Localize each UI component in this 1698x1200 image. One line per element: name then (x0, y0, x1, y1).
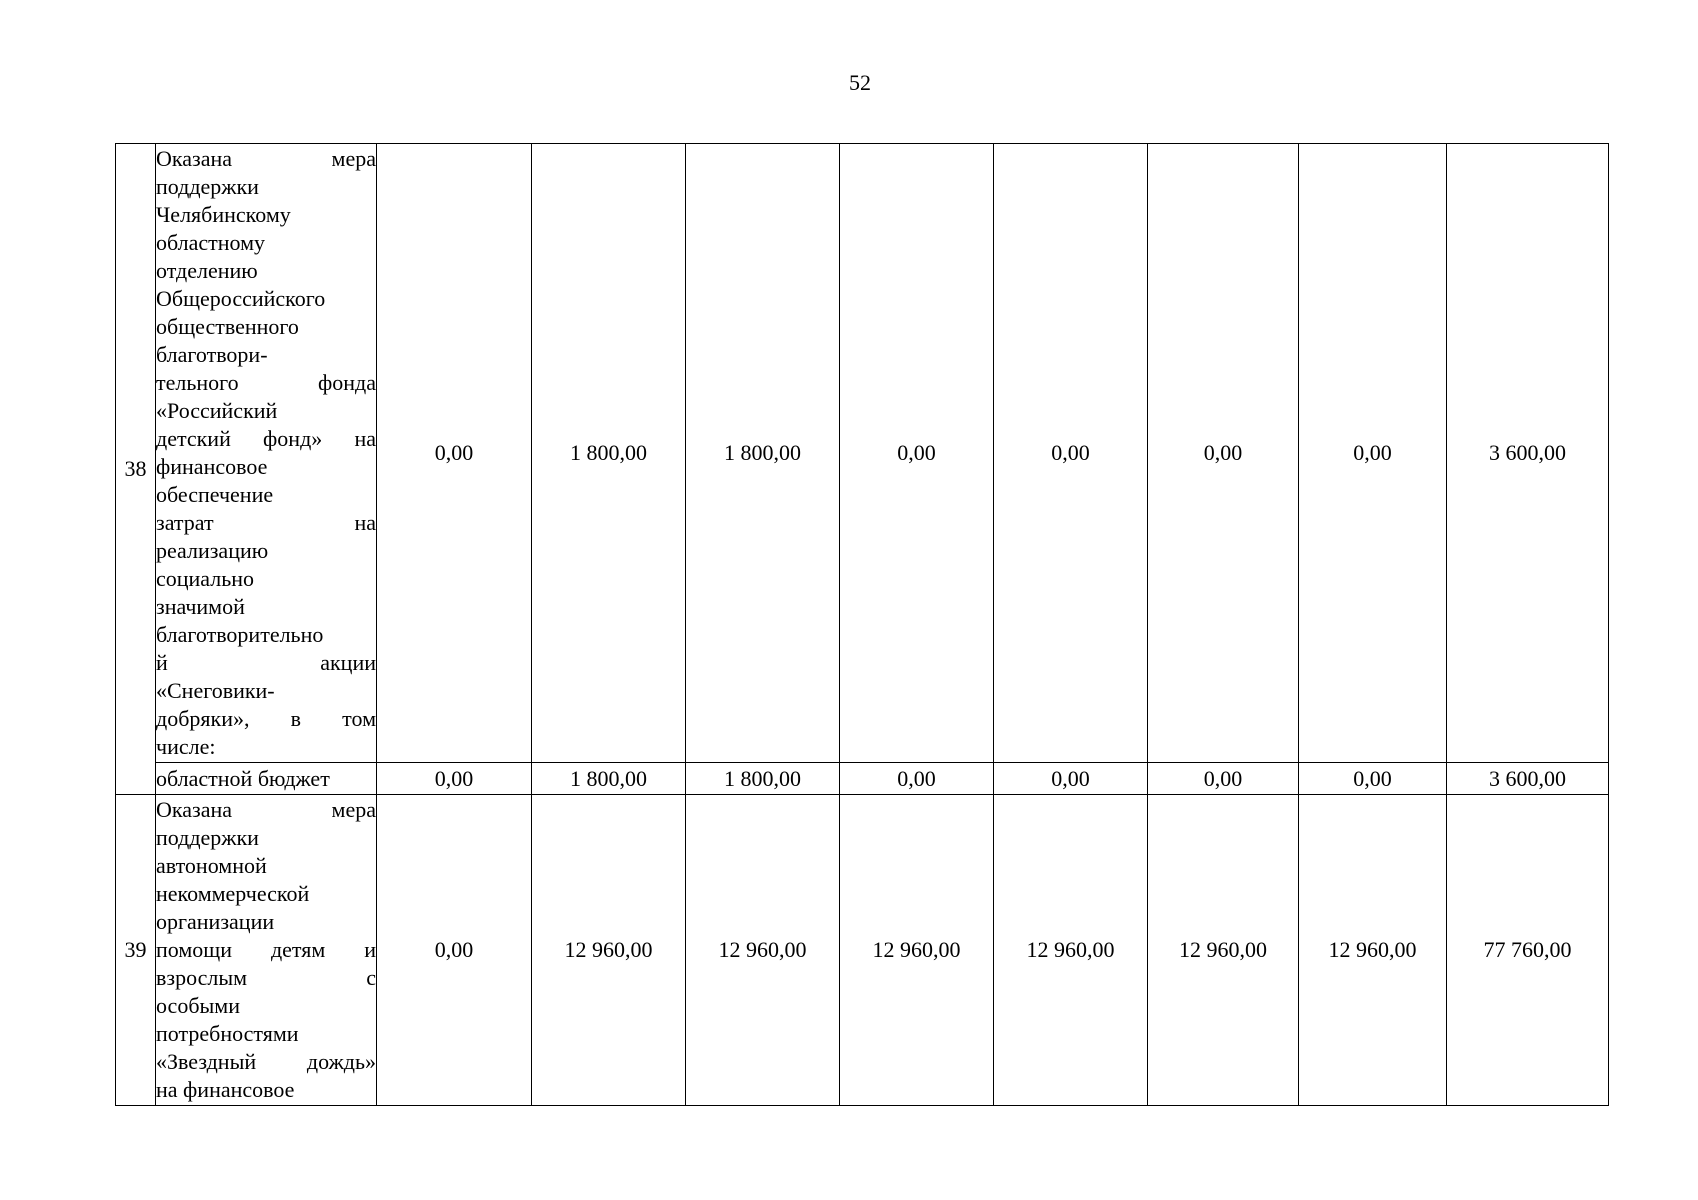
value-cell: 0,00 (377, 795, 532, 1106)
description-line: организации (156, 909, 275, 934)
value-cell: 1 800,00 (686, 763, 840, 795)
description-line: реализацию (156, 538, 269, 563)
value-cell: 0,00 (1148, 144, 1299, 763)
row-number: 38 (116, 144, 156, 795)
description-line: Общероссийского (156, 286, 326, 311)
value-cell: 12 960,00 (686, 795, 840, 1106)
description-line: социально (156, 566, 255, 591)
description-line: автономной (156, 853, 267, 878)
description-line: благотвори- (156, 342, 268, 367)
value-cell: 12 960,00 (1148, 795, 1299, 1106)
value-cell: 12 960,00 (1299, 795, 1447, 1106)
description-line: тельного фонда (156, 370, 376, 395)
row-description (156, 795, 377, 1106)
description-line: отделению (156, 258, 258, 283)
table-row (116, 795, 1609, 1106)
value-cell: 12 960,00 (840, 795, 994, 1106)
value-cell: 0,00 (1148, 763, 1299, 795)
description-line: поддержки (156, 174, 259, 199)
description-line: Челябинскому (156, 202, 291, 227)
description-line: затрат на (156, 510, 376, 535)
description-line: на финансовое (156, 1077, 295, 1102)
value-cell: 0,00 (377, 763, 532, 795)
description-line: числе: (156, 734, 216, 759)
value-cell: 0,00 (1299, 763, 1447, 795)
description-line: помощи детям и (156, 937, 376, 962)
description-line: областному (156, 230, 266, 255)
value-cell: 0,00 (1299, 144, 1447, 763)
description-line: «Звездный дождь» (156, 1049, 376, 1074)
description-line: Оказана мера (156, 146, 376, 171)
total-cell: 3 600,00 (1447, 144, 1609, 763)
description-line: поддержки (156, 825, 259, 850)
value-cell: 0,00 (840, 763, 994, 795)
description-line: Оказана мера (156, 797, 376, 822)
page-number: 52 (849, 70, 871, 95)
description-line: добряки», в том (156, 706, 376, 731)
description-line: общественного (156, 314, 299, 339)
row-number: 39 (116, 795, 156, 1106)
value-cell: 12 960,00 (994, 795, 1148, 1106)
description-line: благотворительно (156, 622, 324, 647)
value-cell: 0,00 (840, 144, 994, 763)
description-line: потребностями (156, 1021, 299, 1046)
description-line: некоммерческой (156, 881, 310, 906)
value-cell: 1 800,00 (532, 144, 686, 763)
value-cell: 0,00 (377, 144, 532, 763)
table-subrow (116, 763, 1609, 795)
value-cell: 12 960,00 (532, 795, 686, 1106)
description-line: обеспечение (156, 482, 274, 507)
value-cell: 0,00 (994, 144, 1148, 763)
budget-source-label: областной бюджет (156, 763, 377, 795)
total-cell: 3 600,00 (1447, 763, 1609, 795)
description-line: особыми (156, 993, 240, 1018)
description-line: взрослым с (156, 965, 376, 990)
description-line: значимой (156, 594, 245, 619)
description-line: й акции (156, 650, 376, 675)
budget-table (115, 143, 1609, 1106)
description-line: «Российский (156, 398, 278, 423)
row-description (156, 144, 377, 763)
description-line: финансовое (156, 454, 268, 479)
description-line: детский фонд» на (156, 426, 376, 451)
value-cell: 1 800,00 (532, 763, 686, 795)
total-cell: 77 760,00 (1447, 795, 1609, 1106)
value-cell: 0,00 (994, 763, 1148, 795)
table-row (116, 144, 1609, 763)
value-cell: 1 800,00 (686, 144, 840, 763)
description-line: «Снеговики- (156, 678, 275, 703)
